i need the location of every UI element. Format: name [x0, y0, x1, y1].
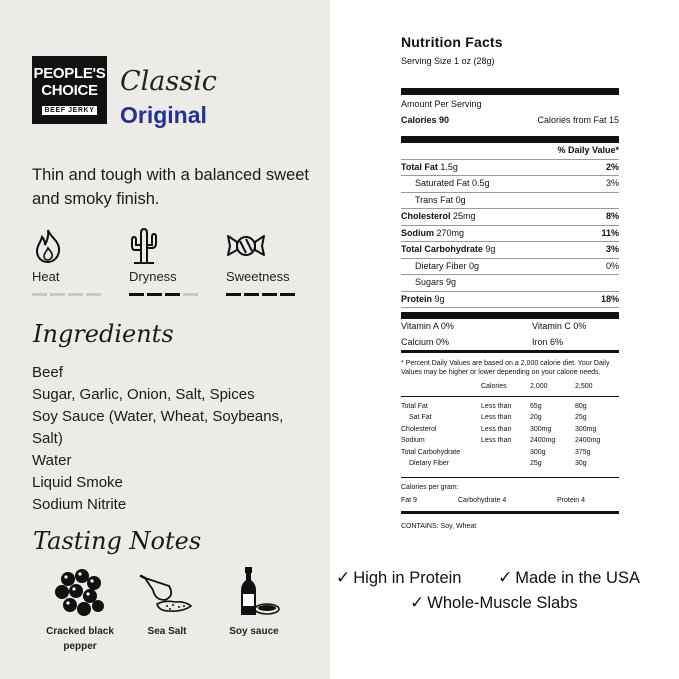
- attribute-label: Dryness: [129, 269, 177, 284]
- nutrient-row: Protein 9g 18%: [401, 292, 619, 309]
- ingredient-item: Liquid Smoke: [32, 474, 123, 491]
- tasting-note-label: Sea Salt: [147, 626, 187, 637]
- check-icon: ✓: [410, 593, 425, 612]
- attribute-heat: [32, 228, 112, 296]
- cactus-icon: [129, 228, 159, 264]
- benefit-high-protein: ✓ High in Protein: [336, 568, 462, 587]
- product-line-name: Classic: [120, 66, 217, 97]
- level-bar: [50, 293, 65, 296]
- level-bar: [86, 293, 101, 296]
- table-row: Cholesterol Less than 300mg 300mg: [401, 425, 597, 433]
- tasting-note-soy: [219, 566, 289, 639]
- vitamin-row: Vitamin A 0% Vitamin C 0%: [401, 321, 587, 331]
- nutrient-row: Saturated Fat 0.5g 3%: [401, 176, 619, 193]
- level-bar: [147, 293, 162, 296]
- amount-per-serving: Amount Per Serving: [401, 99, 482, 109]
- divider: [401, 88, 619, 95]
- candy-icon: [226, 228, 266, 264]
- sea-salt-icon: [139, 566, 195, 618]
- level-meter: [226, 293, 306, 296]
- serving-size: Serving Size 1 oz (28g): [401, 56, 495, 66]
- nutrient-row: Sodium 270mg 11%: [401, 226, 619, 243]
- calories-per-gram-label: Calories per gram:: [401, 483, 459, 491]
- tasting-note-salt: [132, 566, 202, 639]
- table-row: Sodium Less than 2400mg 2400mg: [401, 437, 601, 444]
- level-bar: [262, 293, 277, 296]
- brand-logo: PEOPLE'S CHOICE BEEF JERKY: [32, 56, 107, 124]
- attribute-sweetness: [226, 228, 306, 296]
- divider: [401, 511, 619, 514]
- level-bar: [244, 293, 259, 296]
- product-info-panel: [0, 0, 330, 679]
- level-meter: [129, 293, 209, 296]
- table-divider: [401, 393, 619, 401]
- daily-value-reference-table: [401, 381, 619, 470]
- benefit-made-in-usa: ✓ Made in the USA: [498, 568, 640, 587]
- daily-value-header: % Daily Value*: [401, 143, 619, 160]
- level-bar: [280, 293, 295, 296]
- level-meter: [32, 293, 112, 296]
- nutrient-row: Cholesterol 25mg 8%: [401, 209, 619, 226]
- allergen-contains: CONTAINS: Soy, Wheat: [401, 522, 477, 530]
- level-bar: [226, 293, 241, 296]
- divider: [401, 136, 619, 143]
- check-icon: ✓: [498, 568, 513, 587]
- level-bar: [32, 293, 47, 296]
- check-icon: ✓: [336, 568, 351, 587]
- table-header-row: Calories 2,000 2,500: [481, 383, 593, 390]
- peppercorn-icon: [52, 566, 108, 618]
- ingredients-heading: Ingredients: [33, 320, 174, 348]
- divider: [401, 350, 619, 353]
- ingredient-item: Salt): [32, 430, 63, 447]
- nutrient-row: Trans Fat 0g: [401, 193, 619, 210]
- attribute-label: Heat: [32, 269, 60, 284]
- attribute-dryness: [129, 228, 209, 296]
- table-row: Total Fat Less than 65g 80g: [401, 402, 587, 410]
- table-row: Dietary Fiber 25g 30g: [409, 460, 587, 467]
- tasting-note-label: Soy sauce: [229, 626, 279, 637]
- nutrition-title: Nutrition Facts: [401, 34, 503, 50]
- table-row: Sat Fat Less than 20g 25g: [409, 414, 587, 421]
- ingredient-item: Sodium Nitrite: [32, 496, 127, 513]
- level-bar: [129, 293, 144, 296]
- product-variant-name: Original: [120, 102, 207, 128]
- tasting-note-pepper: [45, 566, 115, 654]
- level-bar: [183, 293, 198, 296]
- nutrient-row: Total Carbohydrate 9g 3%: [401, 242, 619, 259]
- nutrient-row: Sugars 9g: [401, 275, 619, 292]
- table-row: Total Carbohydrate 300g 375g: [401, 448, 591, 456]
- divider: [401, 477, 619, 478]
- nutrition-facts-label: [401, 34, 619, 532]
- tasting-note-label: Cracked black pepper: [46, 626, 114, 652]
- tasting-notes-heading: Tasting Notes: [33, 527, 202, 555]
- ingredient-item: Soy Sauce (Water, Wheat, Soybeans,: [32, 408, 284, 425]
- ingredients-list: [32, 362, 283, 516]
- nutrient-row: Dietary Fiber 0g 0%: [401, 259, 619, 276]
- soy-sauce-icon: [226, 566, 282, 618]
- level-bar: [165, 293, 180, 296]
- level-bar: [68, 293, 83, 296]
- ingredient-item: Beef: [32, 364, 63, 381]
- benefit-whole-muscle: ✓ Whole-Muscle Slabs: [410, 593, 578, 612]
- nutrient-row: Total Fat 1.5g 2%: [401, 160, 619, 177]
- vitamin-row: Calcium 0% Iron 6%: [401, 336, 564, 347]
- nutrient-rows: [401, 160, 619, 309]
- ingredient-item: Sugar, Garlic, Onion, Salt, Spices: [32, 386, 255, 403]
- divider: [401, 312, 619, 319]
- flame-icon: [32, 228, 64, 264]
- vitamin-rows: [401, 319, 619, 350]
- product-description: Thin and tough with a balanced sweet and smoky finish.: [32, 166, 310, 208]
- calories-per-gram-values: Fat 9 Carbohydrate 4 Protein 4: [401, 496, 586, 504]
- calories-row: Calories 90 Calories from Fat 15: [401, 114, 619, 125]
- ingredient-item: Water: [32, 452, 72, 469]
- attribute-label: Sweetness: [226, 269, 290, 284]
- percent-dv-footnote: * Percent Daily Values are based on a 2,000 calorie diet. Your Daily Values may be higher or lower depending on your calorie needs.: [401, 360, 610, 376]
